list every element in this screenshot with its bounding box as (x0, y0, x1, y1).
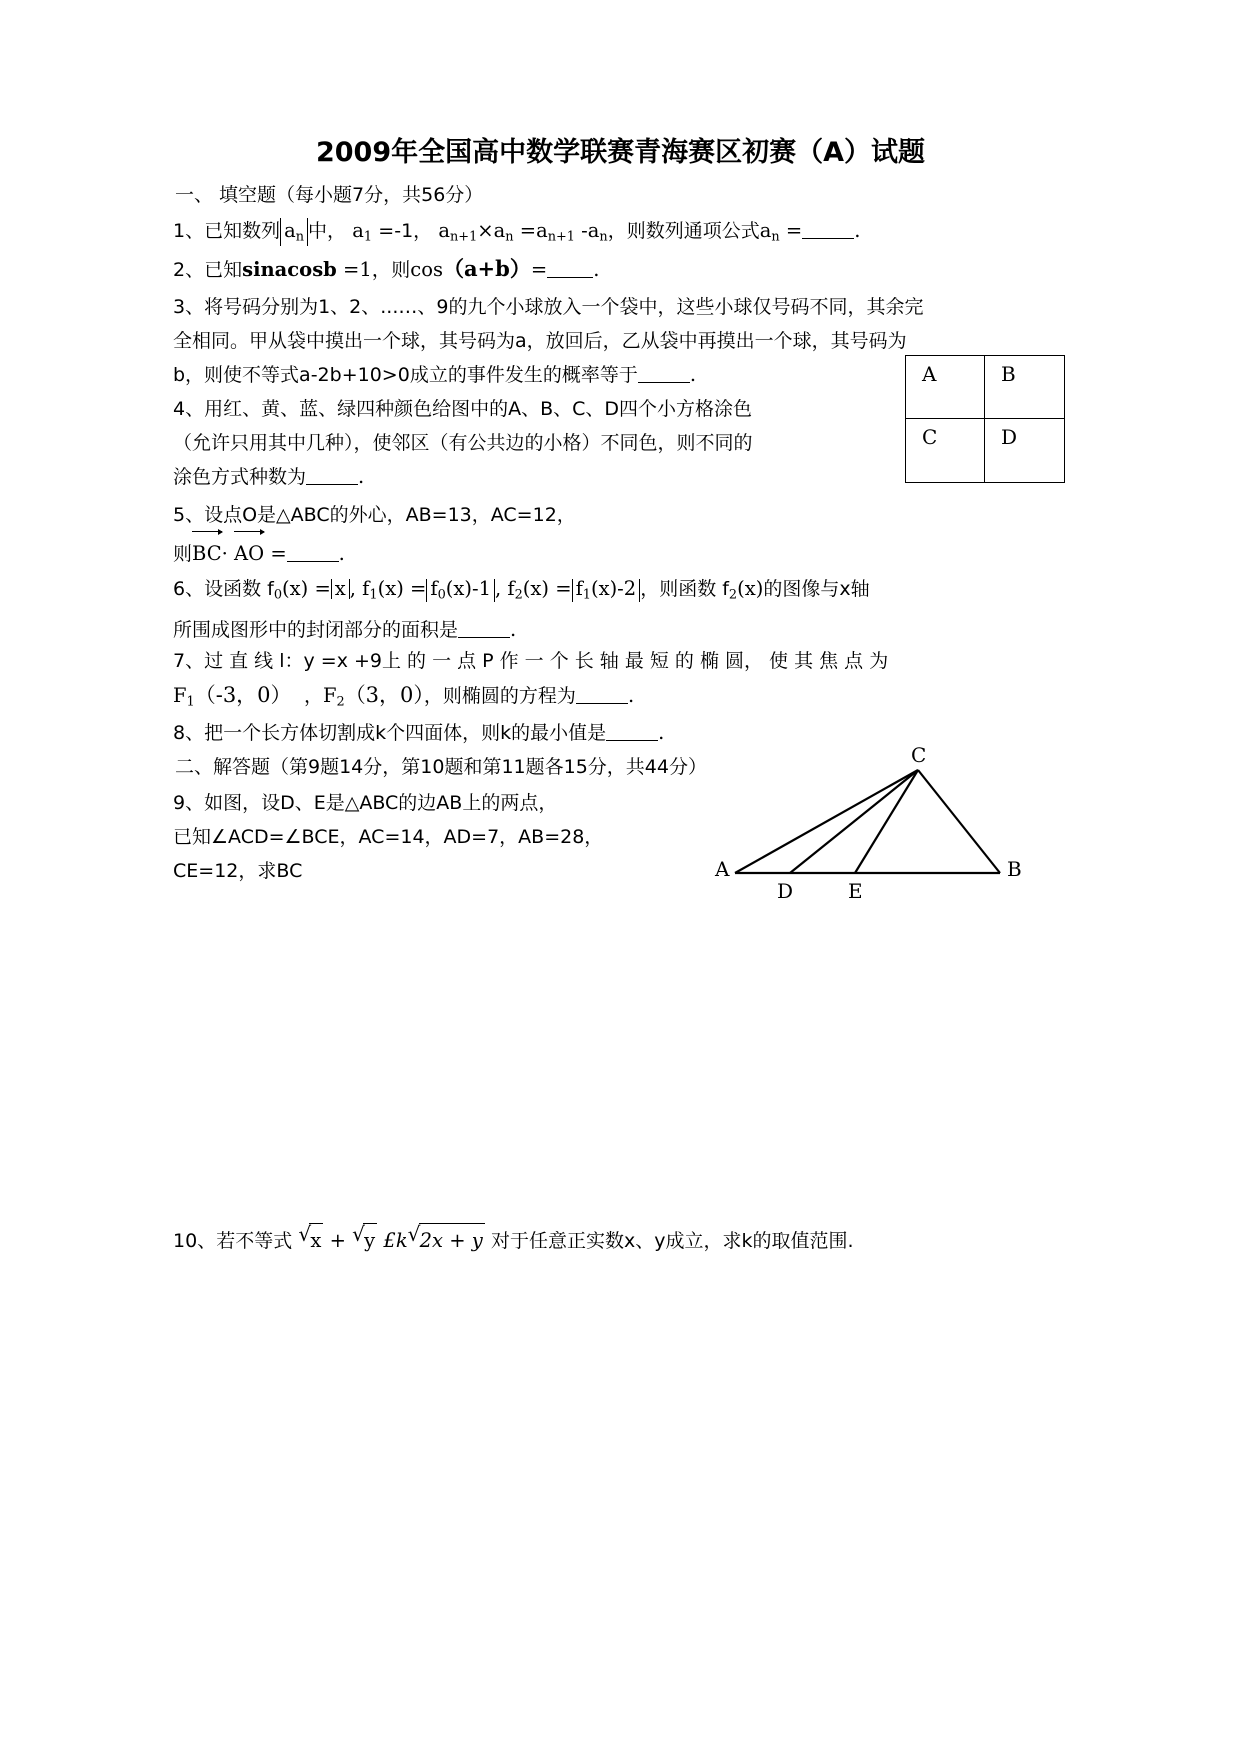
q1-an: a (759, 219, 772, 242)
q5-line-2-prefix: 则 (173, 543, 193, 565)
q6-abs3-rest: (x)-2 (590, 577, 637, 600)
page-title: 2009年全国高中数学联赛青海赛区初赛（A）试题 (315, 137, 926, 168)
q3-number: 3、 (173, 296, 205, 318)
q1-eqsign: = (785, 219, 803, 242)
q6-tail: ，则函数 f (640, 578, 729, 600)
triangle-diagram-svg (715, 755, 1035, 915)
q4-line-3: 涂色方式种数为 (173, 466, 307, 488)
q8-period: . (658, 721, 665, 744)
q3-period: . (689, 363, 697, 386)
sqrt-y: √ y (352, 1222, 377, 1258)
q6-abs2-rest: (x)-1 (445, 577, 491, 600)
q1-a1-sub: 1 (363, 229, 373, 245)
q1-seq: a (284, 219, 296, 242)
q8-answer-blank[interactable] (606, 725, 658, 741)
q4-period: . (358, 465, 365, 488)
question-6 (173, 572, 870, 647)
q1-text-c: ，则数列通项公式 (607, 220, 760, 242)
q10-number: 10、 (173, 1230, 217, 1252)
q2-number: 2、 (173, 259, 205, 281)
q6-abs2-f: f (430, 577, 438, 600)
q6-abs2-sub: 0 (437, 587, 446, 603)
q6-abs3-f: f (575, 577, 583, 600)
triangle-label-c: C (911, 743, 927, 767)
vector-bc (192, 532, 222, 574)
q4-line-1: 用红、黄、蓝、绿四种颜色给图中的A、B、C、D四个小方格涂色 (204, 398, 753, 420)
q2-answer-blank[interactable] (547, 262, 593, 278)
triangle-label-e: E (848, 879, 863, 903)
q6-tail-sub: 2 (728, 587, 738, 603)
q7-f2-point: （3，0） (344, 683, 424, 707)
q1-period: . (854, 219, 861, 242)
q2-text-a: 已知 (204, 259, 243, 281)
q7-number: 7、 (173, 650, 205, 672)
section-2-header-text: 二、解答题（第9题14分，第10题和第11题各15分，共44分） (175, 756, 707, 778)
q6-sep-2: , f (494, 577, 515, 600)
q6-period: . (510, 617, 517, 641)
q6-f0-arg: (x) (282, 577, 309, 600)
q6-f1-sub: 1 (369, 587, 378, 603)
q6-eq-3: = (555, 577, 572, 600)
q1-a1-value: =-1， (378, 220, 433, 242)
q1-minus: -a (581, 219, 600, 242)
q1-times: × (477, 219, 494, 242)
section-2-header (175, 750, 707, 784)
grid-cell-d: D (1001, 425, 1018, 449)
q4-answer-blank[interactable] (306, 469, 358, 485)
grid-cell-a: A (906, 356, 985, 419)
q5-eqsign: = (270, 542, 287, 565)
question-1 (173, 214, 860, 255)
question-10 (173, 1222, 854, 1258)
section-1-header (175, 178, 483, 212)
q5-number: 5、 (173, 504, 205, 526)
q1-seq-sub: n (295, 229, 305, 245)
q1-rec1-sub: n+1 (450, 229, 478, 245)
q8-number: 8、 (173, 722, 205, 744)
q2-expression: sinacosb (242, 258, 337, 281)
q6-eq-1: = (314, 577, 331, 600)
q1-sequence-abs (280, 218, 308, 246)
section-1-header-text: 一、 填空题（每小题7分，共56分） (175, 184, 484, 206)
q7-answer-blank[interactable] (576, 688, 628, 704)
question-7 (173, 644, 888, 720)
q3-line-3: b，则使不等式a-2b+10>0成立的事件发生的概率等于 (173, 364, 638, 386)
q9-number: 9、 (173, 792, 205, 814)
q6-f2-arg: (x) (522, 577, 550, 600)
q6-text-a: 设函数 f (204, 578, 274, 600)
vector-ao-label: AO (234, 542, 265, 565)
sqrt-x: √ x (298, 1222, 323, 1258)
q5-dot: · (221, 542, 228, 565)
triangle-label-b: B (1007, 857, 1022, 881)
q2-cos: cos (410, 258, 443, 281)
q7-f1: F (173, 684, 187, 707)
q5-line-1: 设点O是△ABC的外心，AB=13，AC=12， (204, 504, 576, 526)
q10-text-a: 若不等式 (216, 1230, 293, 1252)
triangle-label-a: A (715, 857, 730, 881)
triangle-figure (715, 743, 1035, 915)
q9-line-2: 已知∠ACD=∠BCE，AC=14，AD=7，AB=28， (173, 826, 604, 848)
q9-line-1: 如图，设D、E是△ABC的边AB上的两点， (204, 792, 558, 814)
q7-f1-sub: 1 (186, 694, 195, 710)
q6-abs-1: x (331, 579, 350, 599)
q6-f2-sub: 2 (514, 587, 523, 603)
question-4 (173, 392, 753, 494)
q7-f2: F (322, 684, 337, 707)
question-9 (173, 786, 603, 888)
q1-rec2: a (493, 219, 506, 242)
table-row (906, 419, 1064, 482)
q6-abs-2 (426, 579, 495, 602)
q1-text-b: 中， (308, 220, 347, 242)
q7-period: . (627, 684, 635, 707)
q10-le-symbol: £ (383, 1229, 396, 1252)
triangle-label-d: D (777, 879, 794, 903)
q6-f0-sub: 0 (273, 587, 283, 603)
question-2 (173, 252, 599, 287)
q5-period: . (338, 542, 345, 565)
q1-rec2-sub: n (505, 229, 514, 245)
grid-cell-c: C (906, 419, 985, 482)
q10-k: k (395, 1229, 408, 1252)
q6-eq-2: = (410, 577, 427, 600)
q9-line-3: CE=12，求BC (173, 860, 303, 882)
q6-line-2: 所围成图形中的封闭部分的面积是 (173, 618, 459, 641)
question-8 (173, 716, 664, 750)
q3-line-2: 全相同。甲从袋中摸出一个球，其号码为a，放回后，乙从袋中再摸出一个球，其号码为 (173, 330, 907, 352)
q1-rec4-sub: n (599, 229, 608, 245)
q6-f1-arg: (x) (377, 577, 404, 600)
vector-bc-label: BC (192, 542, 222, 565)
sqrt-x-radicand: x (309, 1223, 323, 1258)
q7-separator: ， (303, 685, 323, 707)
sqrt-2x-plus-y: √ 2x + y (408, 1222, 485, 1258)
q7-f1-point: （-3，0） (194, 683, 292, 707)
q7-line-1: 过 直 线 l：y =x +9上 的 一 点 P 作 一 个 长 轴 最 短 的 椭 圆， 使 其 焦 点 为 (204, 650, 889, 672)
q8-line-1: 把一个长方体切割成k个四面体，则k的最小值是 (204, 722, 607, 744)
q3-answer-blank[interactable] (638, 367, 690, 383)
table-row (906, 356, 1064, 419)
q10-text-b: 对于任意正实数x、y成立，求k的取值范围. (491, 1230, 854, 1252)
q6-abs-3 (572, 579, 641, 602)
q1-rec3-sub: n+1 (547, 229, 575, 245)
q1-eq: =a (519, 219, 548, 242)
q1-a1: a (352, 219, 364, 242)
q1-number: 1、 (173, 220, 205, 242)
q7-line-2-tail: ，则椭圆的方程为 (423, 685, 576, 707)
q6-answer-blank[interactable] (458, 622, 510, 638)
question-5 (173, 498, 576, 574)
coloring-grid-table (905, 355, 1065, 483)
q1-an-sub: n (771, 229, 780, 245)
q4-number: 4、 (173, 398, 205, 420)
q2-text-b: 则 (391, 259, 411, 281)
q1-rec1: a (438, 219, 451, 242)
q7-f2-sub: 2 (336, 694, 345, 710)
q6-tail-b: 的图像与x轴 (763, 578, 870, 600)
q2-eqsign: = (530, 258, 548, 281)
q2-period: . (593, 258, 600, 281)
q6-abs3-sub: 1 (582, 587, 591, 603)
q10-plus: + (329, 1229, 346, 1252)
q2-value: =1， (343, 258, 392, 281)
sqrt-y-radicand: y (363, 1223, 377, 1258)
q1-text-a: 已知数列 (204, 220, 281, 242)
q5-answer-blank[interactable] (287, 546, 339, 562)
q3-line-1: 将号码分别为1、2、...…、9的九个小球放入一个袋中，这些小球仅号码不同，其余完 (204, 296, 924, 318)
q6-sep-1: , f (349, 577, 370, 600)
sqrt-2xy-radicand: 2x + y (419, 1223, 485, 1258)
q6-tail-arg: (x) (737, 577, 764, 600)
question-3 (173, 290, 923, 392)
q4-line-2: （允许只用其中几种），使邻区（有公共边的小格）不同色，则不同的 (173, 432, 753, 454)
vector-ao (234, 532, 264, 574)
q2-arg: （a+b） (442, 256, 531, 281)
q1-answer-blank[interactable] (802, 223, 854, 239)
q6-number: 6、 (173, 578, 205, 600)
grid-cell-b: B (985, 356, 1064, 419)
